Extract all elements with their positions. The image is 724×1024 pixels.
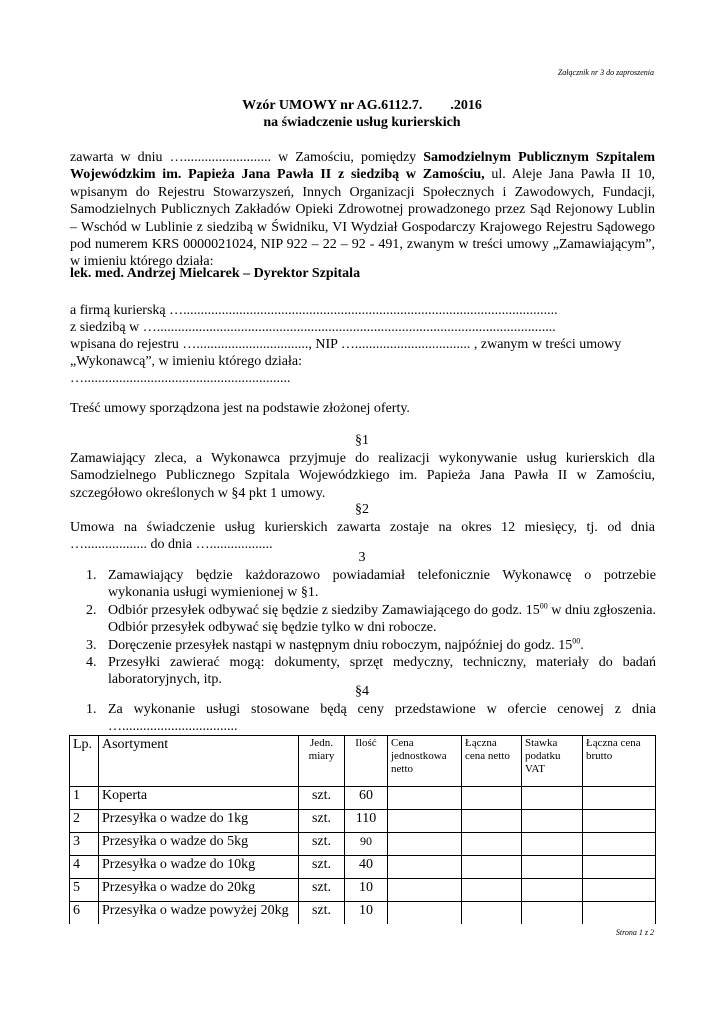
cell-lp: 2	[70, 810, 99, 833]
page-number: Strona 1 z 2	[615, 928, 654, 937]
cell-empty	[388, 902, 462, 925]
cell-empty	[583, 810, 656, 833]
contractor-line-3: wpisana do rejestru …................................, NIP …................................. , zwanym w treści umowy	[70, 337, 622, 352]
cell-unit: szt.	[299, 879, 345, 902]
cell-lp: 4	[70, 856, 99, 879]
section-3-list	[86, 567, 656, 689]
header-unit-price: Cena jednostkowa netto	[388, 736, 462, 787]
cell-empty	[462, 833, 522, 856]
list-item-text: Odbiór przesyłek odbywać się będzie z siedziby Zamawiającego do godz. 15	[108, 602, 540, 618]
cell-name: Koperta	[99, 787, 299, 810]
table-row	[70, 902, 656, 925]
cell-lp: 6	[70, 902, 99, 925]
list-item-number: 1.	[86, 702, 97, 717]
cell-empty	[388, 833, 462, 856]
table-row	[70, 833, 656, 856]
header-unit: Jedn. miary	[299, 736, 345, 787]
cell-empty	[388, 856, 462, 879]
header-net-total: Łączna cena netto	[462, 736, 522, 787]
cell-unit: szt.	[299, 810, 345, 833]
cell-empty	[462, 787, 522, 810]
section-2-heading: §2	[355, 502, 369, 517]
cell-lp: 5	[70, 879, 99, 902]
cell-empty	[462, 810, 522, 833]
cell-empty	[462, 856, 522, 879]
cell-name: Przesyłka o wadze powyżej 20kg	[99, 902, 299, 925]
cell-name: Przesyłka o wadze do 5kg	[99, 833, 299, 856]
hospital-name: Samodzielnym Publicznym Szpitalem Wojewódzkim im. Papieża Jana Pawła II z siedzibą w Zamościu,	[70, 150, 655, 183]
cell-empty	[583, 902, 656, 925]
director-line: lek. med. Andrzej Mielcarek – Dyrektor Szpitala	[70, 266, 361, 281]
list-item-text: .	[580, 637, 584, 653]
list-item	[86, 637, 656, 654]
cell-qty: 10	[345, 879, 388, 902]
offer-basis: Treść umowy sporządzona jest na podstawie złożonej oferty.	[70, 401, 410, 416]
header-assortment: Asortyment	[99, 736, 299, 787]
contractor-line-5: …...........................................................	[70, 371, 291, 386]
intro-text-2: ul. Aleje Jana Pawła II 10, wpisanym do Rejestru Stowarzyszeń, Innych Organizacji Społecznych i Zawodowych, Fundacji, Samodzielnych Publicznych Zakładów Opieki Zdrowotnej prowadzonego przez Sąd Rejonowy Lublin – Wschód w Lublinie z siedzibą w Świdniku, VI Wydział Gospodarczy Krajowego Rejestru Sądowego pod numerem KRS 0000021024, NIP 922 – 22 – 92 - 491, zwanym w treści umowy „Zamawiającym”, w imieniu którego działa:	[70, 167, 655, 270]
list-item-number: 3.	[86, 637, 97, 653]
contractor-line-1: a firmą kurierską …...........................................................................................................	[70, 303, 558, 318]
table-row	[70, 810, 656, 833]
section-4-list	[86, 701, 656, 736]
table-header-row	[70, 736, 656, 787]
section-4-heading: §4	[355, 684, 369, 699]
cell-empty	[522, 879, 583, 902]
cell-unit: szt.	[299, 833, 345, 856]
list-item-text: Przesyłki zawierać mogą: dokumenty, sprzęt medyczny, techniczny, materiały do badań laboratoryjnych, itp.	[108, 655, 656, 688]
cell-empty	[522, 902, 583, 925]
intro-paragraph	[70, 149, 655, 271]
pricing-table	[69, 735, 656, 924]
cell-unit: szt.	[299, 902, 345, 925]
cell-lp: 3	[70, 833, 99, 856]
cell-empty	[583, 833, 656, 856]
cell-empty	[583, 787, 656, 810]
list-item-text: Doręczenie przesyłek nastąpi w następnym dniu roboczym, najpóźniej do godz. 15	[108, 637, 573, 653]
list-item-number: 1.	[86, 568, 97, 583]
section-1-text: Zamawiający zleca, a Wykonawca przyjmuje do realizacji wykonywanie usług kurierskich dla Samodzielnego Publicznego Szpitala Wojewódzkiego im. Papieża Jana Pawła II w Zamościu, szczegółowo określonych w §4 pkt 1 umowy.	[70, 451, 655, 501]
header-vat-rate: Stawka podatku VAT	[522, 736, 583, 787]
cell-empty	[522, 856, 583, 879]
document-subtitle: na świadczenie usług kurierskich	[263, 115, 461, 130]
cell-empty	[462, 879, 522, 902]
cell-unit: szt.	[299, 787, 345, 810]
cell-qty: 60	[345, 787, 388, 810]
cell-qty: 90	[345, 833, 388, 856]
cell-empty	[388, 810, 462, 833]
cell-qty: 40	[345, 856, 388, 879]
table-row	[70, 787, 656, 810]
hour-superscript: 00	[572, 635, 581, 645]
cell-name: Przesyłka o wadze do 1kg	[99, 810, 299, 833]
attachment-note: Załącznik nr 3 do zaproszenia	[557, 68, 654, 77]
list-item	[86, 567, 656, 602]
cell-qty: 10	[345, 902, 388, 925]
cell-unit: szt.	[299, 856, 345, 879]
cell-empty	[388, 879, 462, 902]
cell-empty	[462, 902, 522, 925]
document-title: Wzór UMOWY nr AG.6112.7. .2016	[242, 98, 482, 113]
cell-empty	[583, 856, 656, 879]
cell-empty	[388, 787, 462, 810]
section-2-text: Umowa na świadczenie usług kurierskich zawarta zostaje na okres 12 miesięcy, tj. od dnia ….................. do dnia …..................	[70, 520, 655, 553]
cell-empty	[522, 810, 583, 833]
list-item	[86, 701, 656, 736]
contractor-line-4: „Wykonawcą”, w imieniu którego działa:	[70, 354, 303, 369]
header-gross-total: Łączna cena brutto	[583, 736, 656, 787]
table-row	[70, 856, 656, 879]
list-item-number: 2.	[86, 602, 97, 618]
section-1-heading: §1	[355, 433, 369, 448]
header-lp: Lp.	[70, 736, 99, 787]
cell-lp: 1	[70, 787, 99, 810]
section-3-heading: 3	[358, 550, 366, 565]
list-item-text: w dniu zgłoszenia. Odbiór przesyłek odbywać się będzie tylko w dni robocze.	[108, 602, 656, 636]
cell-empty	[522, 787, 583, 810]
list-item-text: Za wykonanie usługi stosowane będą ceny przedstawione w ofercie cenowej z dnia ….................................	[108, 702, 656, 735]
cell-name: Przesyłka o wadze do 10kg	[99, 856, 299, 879]
list-item-text: Zamawiający będzie każdorazowo powiadamiał telefonicznie Wykonawcę o potrzebie wykonania usługi wymienionej w §1.	[108, 568, 656, 601]
list-item	[86, 602, 656, 637]
hour-superscript: 00	[539, 601, 548, 611]
table-row	[70, 879, 656, 902]
cell-qty: 110	[345, 810, 388, 833]
intro-text-1: zawarta w dniu …......................... w Zamościu, pomiędzy	[70, 150, 424, 165]
list-item-number: 4.	[86, 655, 97, 671]
cell-name: Przesyłka o wadze do 20kg	[99, 879, 299, 902]
cell-empty	[522, 833, 583, 856]
cell-empty	[583, 879, 656, 902]
contractor-line-2: z siedzibą w …..................................................................................................................	[70, 320, 556, 335]
header-qty: Ilość	[345, 736, 388, 787]
